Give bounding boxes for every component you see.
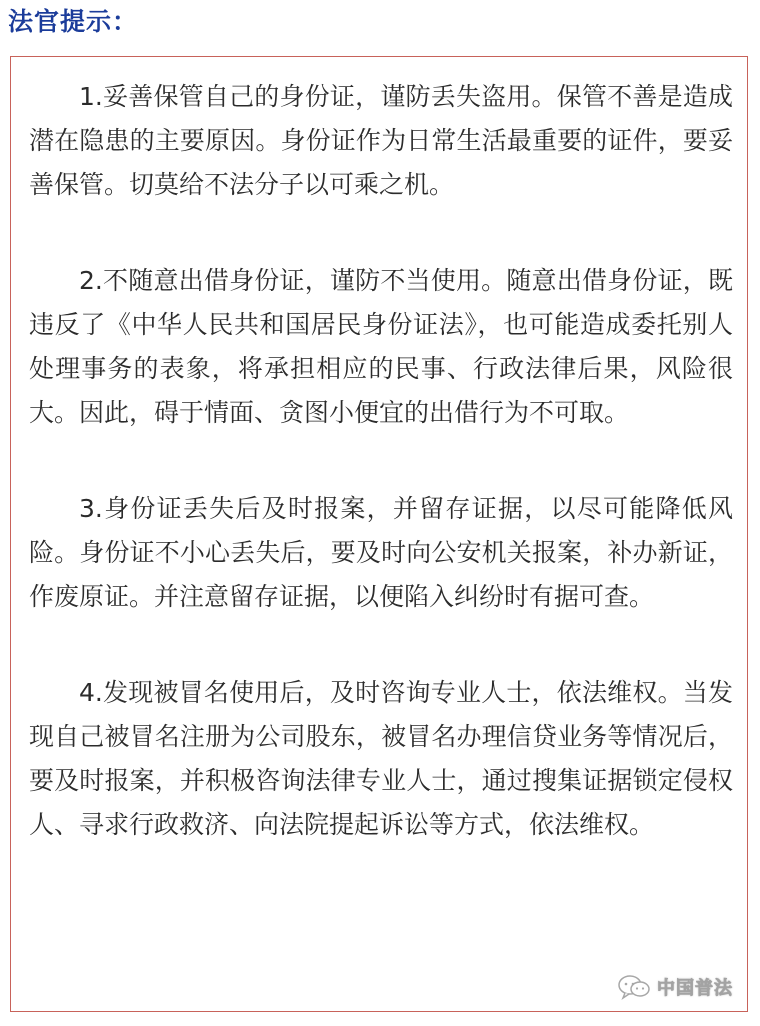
tip-2: 2.不随意出借身份证，谨防不当使用。随意出借身份证，既违反了《中华人民共和国居民身份证法》，也可能造成委托别人处理事务的表象，将承担相应的民事、行政法律后果，风险很大。因此，碍于情面、贪图小便宜的出借行为不可取。	[29, 266, 733, 427]
watermark-label: 中国普法	[657, 978, 733, 999]
wechat-icon	[617, 974, 651, 1000]
tip-4: 4.发现被冒名使用后，及时咨询专业人士，依法维权。当发现自己被冒名注册为公司股东，被冒名办理信贷业务等情况后，要及时报案，并积极咨询法律专业人士，通过搜集证据锁定侵权人、寻求行政救济、向法院提起诉讼等方式，依法维权。	[29, 678, 733, 839]
watermark	[617, 973, 733, 1001]
tip-1: 1.妥善保管自己的身份证，谨防丢失盗用。保管不善是造成潜在隐患的主要原因。身份证作为日常生活最重要的证件，要妥善保管。切莫给不法分子以可乘之机。	[29, 82, 733, 199]
tip-3: 3.身份证丢失后及时报案，并留存证据，以尽可能降低风险。身份证不小心丢失后，要及时向公安机关报案，补办新证，作废原证。并注意留存证据，以便陷入纠纷时有据可查。	[29, 494, 733, 611]
notice-box	[10, 56, 748, 1012]
tips-list	[29, 75, 733, 899]
page-title: 法官提示：	[8, 7, 139, 36]
